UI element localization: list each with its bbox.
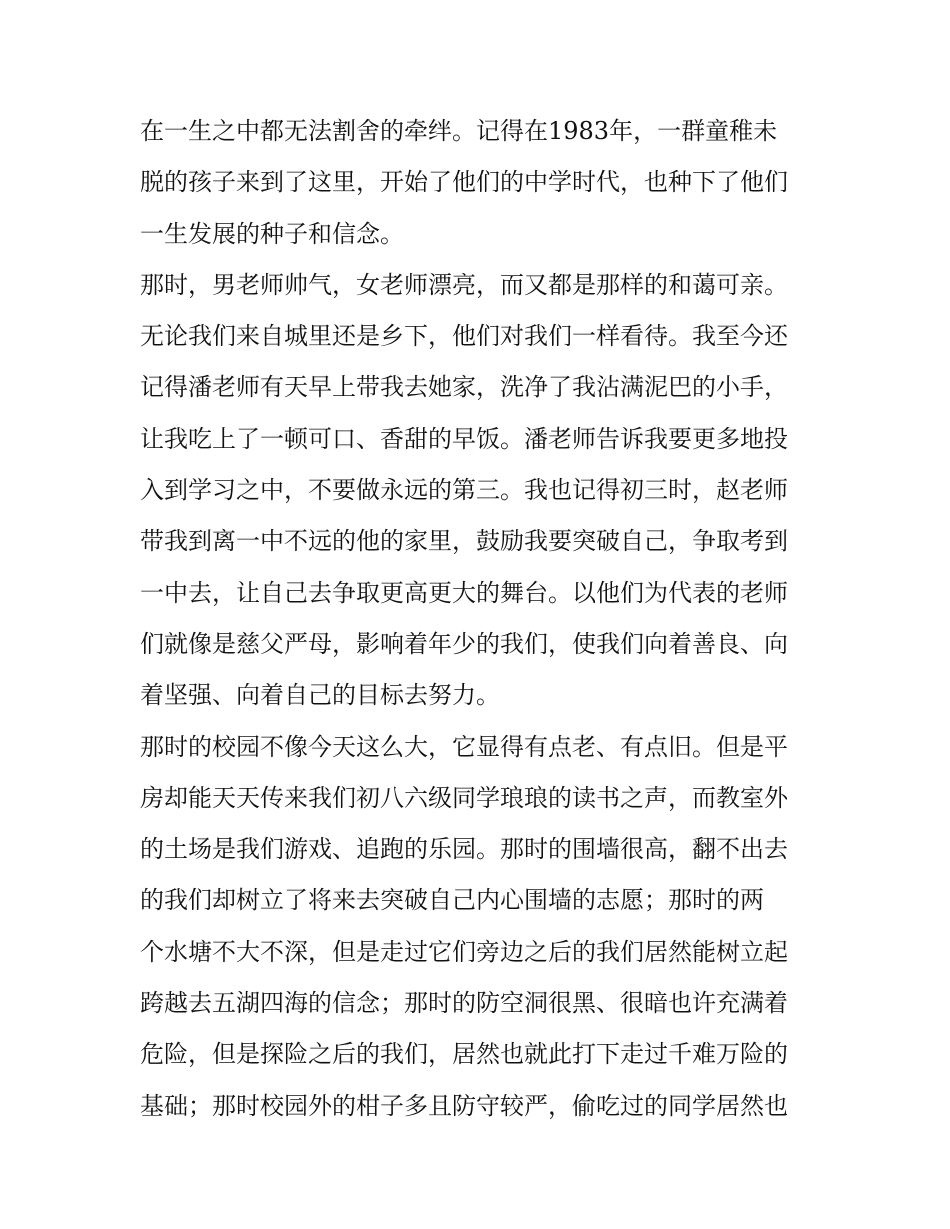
text-line: 脱的孩子来到了这里，开始了他们的中学时代，也种下了他们	[140, 168, 788, 197]
text-line: 带我到离一中不远的他的家里，鼓励我要突破自己，争取考到	[140, 527, 788, 556]
text-line: 入到学习之中，不要做永远的第三。我也记得初三时，赵老师	[140, 476, 788, 505]
text-line: 让我吃上了一顿可口、香甜的早饭。潘老师告诉我要更多地投	[140, 424, 788, 453]
text-line: 危险，但是探险之后的我们，居然也就此打下走过千难万险的	[140, 1040, 788, 1069]
text-line: 记得潘老师有天早上带我去她家，洗净了我沾满泥巴的小手，	[140, 373, 788, 402]
text-line: 房却能天天传来我们初八六级同学琅琅的读书之声，而教室外	[140, 783, 788, 812]
text-line: 一中去，让自己去争取更高更大的舞台。以他们为代表的老师	[140, 578, 788, 607]
text-line: 那时，男老师帅气，女老师漂亮，而又都是那样的和蔼可亲。	[140, 270, 788, 299]
text-line: 的我们却树立了将来去突破自己内心围墙的志愿；那时的两	[140, 886, 764, 915]
text-line: 个水塘不大不深，但是走过它们旁边之后的我们居然能树立起	[140, 937, 788, 966]
text-line: 一生发展的种子和信念。	[140, 219, 404, 248]
text-line: 跨越去五湖四海的信念；那时的防空洞很黑、很暗也许充满着	[140, 989, 788, 1018]
text-line: 基础；那时校园外的柑子多且防守较严，偷吃过的同学居然也	[140, 1091, 788, 1120]
text-line: 着坚强、向着自己的目标去努力。	[140, 681, 500, 710]
text-line: 在一生之中都无法割舍的牵绊。记得在1983年，一群童稚未	[140, 117, 778, 145]
text-line: 的土场是我们游戏、追跑的乐园。那时的围墙很高，翻不出去	[140, 835, 788, 864]
text-line: 无论我们来自城里还是乡下，他们对我们一样看待。我至今还	[140, 322, 788, 351]
body-text	[140, 106, 830, 1132]
text-line: 那时的校园不像今天这么大，它显得有点老、有点旧。但是平	[140, 732, 788, 761]
text-line: 们就像是慈父严母，影响着年少的我们，使我们向着善良、向	[140, 629, 788, 658]
